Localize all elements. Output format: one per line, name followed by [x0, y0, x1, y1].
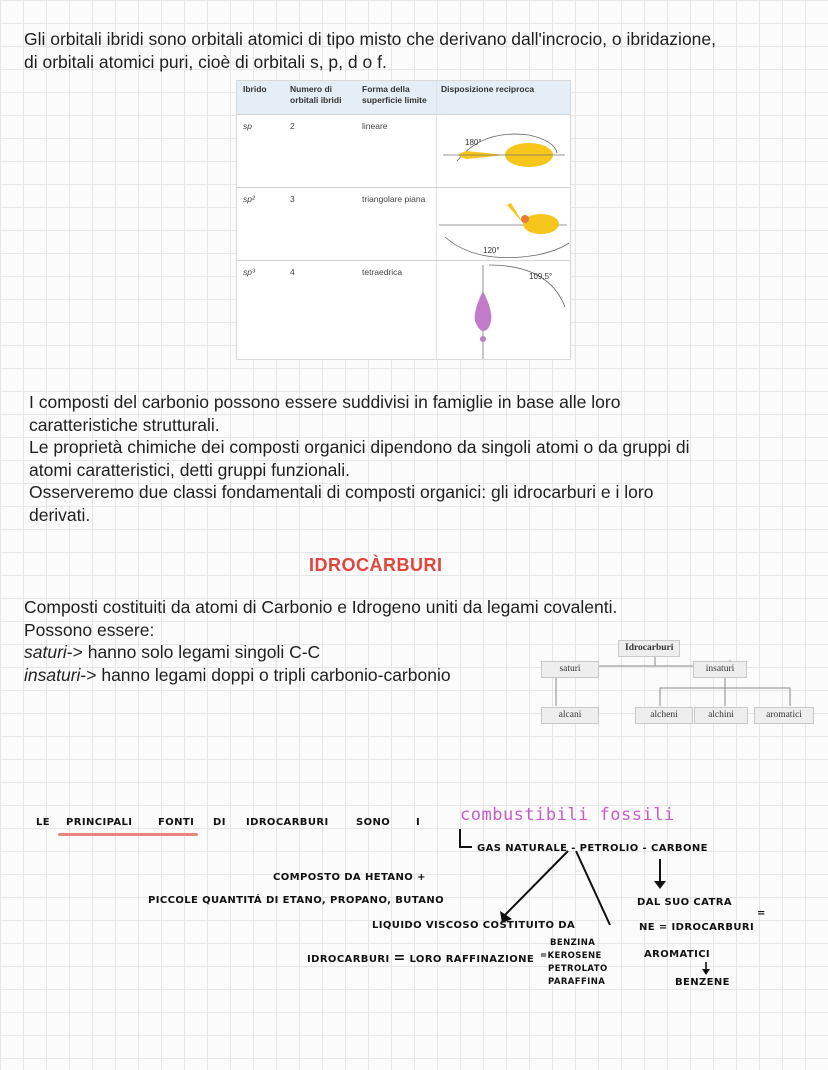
- tree-saturi: saturi: [541, 661, 599, 678]
- note-di: DI: [213, 817, 226, 828]
- hydro-line-2: Possono essere:: [24, 619, 155, 640]
- carbon-p2-l1: Le proprietà chimiche dei composti organici dipendono da singoli atomi o da gruppi di: [29, 437, 690, 457]
- carbon-compounds-text: [29, 391, 819, 526]
- row-sp2-numero: 3: [290, 194, 295, 204]
- note-i: I: [416, 817, 421, 828]
- tree-alchini: alchini: [694, 707, 748, 724]
- note-liquido: LIQUIDO VISCOSO COSTITUITO DA: [372, 920, 576, 931]
- section-title: IDROCÀRBURI: [309, 555, 443, 575]
- note-principali: PRINCIPALI: [66, 817, 133, 828]
- note-kerosene: =KEROSENE: [540, 951, 602, 961]
- note-ne-idro: NE = IDROCARBURI: [639, 922, 755, 933]
- note-composto: COMPOSTO DA HETANO +: [273, 872, 426, 883]
- hydro-line-1: Composti costituiti da atomi di Carbonio e Idrogeno uniti da legami covalenti.: [24, 597, 618, 617]
- row-sp-ibrido: sp: [243, 121, 252, 131]
- note-aromatici: AROMATICI: [644, 949, 711, 960]
- note-benzina: BENZINA: [550, 938, 596, 948]
- intro-line-2: di orbitali atomici puri, cioè di orbitali s, p, d o f.: [24, 51, 387, 72]
- sp2-orbital-drawing: [439, 203, 569, 258]
- row-sp3-ibrido: sp³: [243, 267, 255, 277]
- angle-120: 120°: [483, 246, 500, 255]
- row-sp3-numero: 4: [290, 267, 295, 277]
- row-sp-numero: 2: [290, 121, 295, 131]
- hydro-insaturi: insaturi-> hanno legami doppi o tripli carbonio-carbonio: [24, 664, 451, 685]
- note-sono: SONO: [356, 817, 391, 828]
- carbon-p1-l1: I composti del carbonio possono essere suddivisi in famiglie in base alle loro: [29, 392, 621, 412]
- row-sp3-forma: tetraedrica: [362, 267, 403, 277]
- note-fonti: FONTI: [158, 817, 195, 828]
- intro-line-1: Gli orbitali ibridi sono orbitali atomici di tipo misto che derivano dall'incrocio, o ibridazione,: [24, 29, 717, 49]
- carbon-p3-l2: derivati.: [29, 504, 91, 525]
- orbital-diagrams: [437, 115, 569, 359]
- note-paraffina: PARAFFINA: [548, 977, 606, 987]
- carbon-p3-l1: Osserveremo due classi fondamentali di composti organici: gli idrocarburi e i loro: [29, 482, 654, 502]
- row-sp-forma: lineare: [362, 121, 388, 131]
- note-dal-suo: DAL SUO CATRA: [637, 897, 732, 908]
- carbon-p2-l2: atomi caratteristici, detti gruppi funzionali.: [29, 459, 350, 480]
- tree-aromatici: aromatici: [754, 707, 814, 724]
- header-forma: Forma della superficie limite: [362, 84, 427, 105]
- intro-text: [24, 28, 824, 73]
- sp3-orbital-drawing: [475, 265, 565, 359]
- angle-109: 109,5°: [529, 272, 553, 281]
- header-ibrido: Ibrido: [243, 84, 267, 94]
- arrow-down-icon: [700, 962, 712, 976]
- tree-insaturi: insaturi: [693, 661, 747, 678]
- note-idrocarburi: IDROCARBURI: [246, 817, 329, 828]
- note-idrocarburi-eq: IDROCARBURI = LORO RAFFINAZIONE: [307, 950, 535, 966]
- hydrocarbons-text: [24, 596, 618, 686]
- sp-orbital-drawing: [443, 134, 565, 167]
- note-petrolato: PETROLATO: [548, 964, 608, 974]
- angle-180: 180°: [465, 138, 482, 147]
- row-sp2-forma: triangolare piana: [362, 194, 426, 204]
- note-gas-line: GAS NATURALE - PETROLIO - CARBONE: [477, 843, 708, 854]
- row-sp2-ibrido: sp²: [243, 194, 255, 204]
- tree-root: Idrocarburi: [618, 640, 680, 657]
- note-combustibili: combustibili fossili: [460, 805, 675, 825]
- tree-alcani: alcani: [541, 707, 599, 724]
- hydro-saturi: saturi-> hanno solo legami singoli C-C: [24, 642, 321, 662]
- hybrid-orbital-table: [236, 80, 571, 360]
- tree-alcheni: alcheni: [635, 707, 693, 724]
- note-eq-small: =: [757, 908, 766, 919]
- notes-arrows: [450, 825, 750, 925]
- header-numero: Numero di orbitali ibridi: [290, 84, 342, 105]
- red-underline: [58, 833, 198, 836]
- note-piccole: PICCOLE QUANTITÁ DI ETANO, PROPANO, BUTANO: [148, 895, 444, 906]
- note-benzene: BENZENE: [675, 977, 730, 988]
- note-le: LE: [36, 817, 51, 828]
- carbon-p1-l2: caratteristiche strutturali.: [29, 414, 220, 435]
- header-disposizione: Disposizione reciproca: [441, 84, 535, 94]
